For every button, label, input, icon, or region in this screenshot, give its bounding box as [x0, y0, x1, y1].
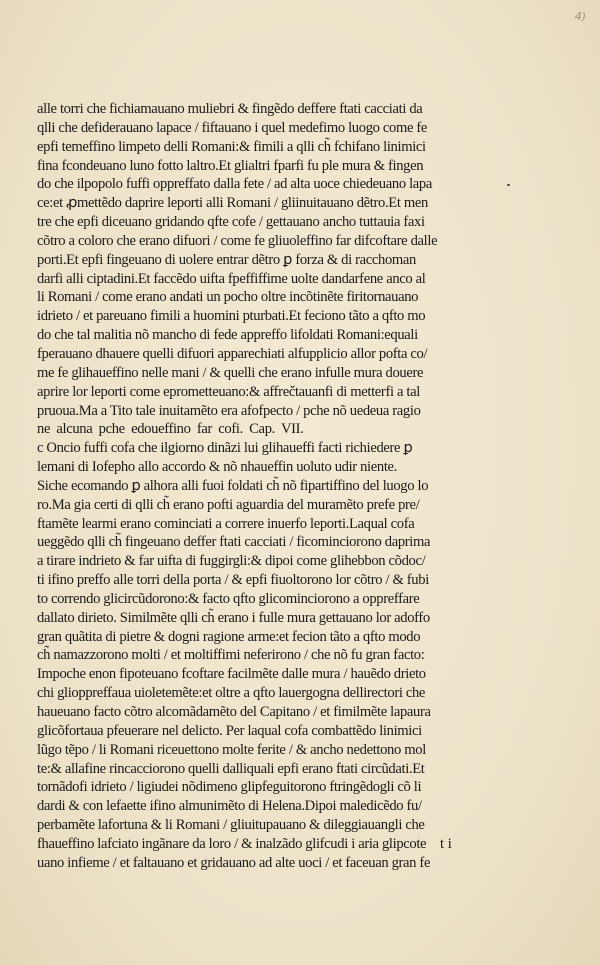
text-line: ne alcuna pche edoueffino far cofi. Cap. VII.: [37, 421, 304, 438]
text-line: epfi temeffino limpeto delli Romani:& fimili a qlli ch̃ fchifano linimici: [37, 138, 426, 155]
ink-speck: [507, 184, 510, 186]
text-line: ftamẽte learmi erano cominciati a correre inuerfo leporti.Laqual cofa: [37, 515, 415, 532]
text-line: fhaueffino lafciato ingãnare da loro / & inalzãdo glifcudi i aria glipcote: [37, 835, 427, 852]
text-line: perbamẽte lafortuna & li Romani / gliuitupauano & dileggiauangli che: [37, 817, 425, 834]
text-line: do che ilpopolo fuffi oppreffato dalla fete / ad alta uoce chiedeuano lapa: [37, 176, 432, 193]
text-line: a tirare indrieto & far uifta di fuggirgli:& dipoi come glihebbon cõdoc/: [37, 553, 426, 570]
text-line: gran quãtita di pietre & dogni ragione arme:et fecion tãto a qfto modo: [37, 628, 421, 645]
text-line: fina fcondeuano luno fotto laltro.Et glialtri fparfi fu ple mura & fingen: [37, 157, 424, 174]
text-line: ti ifino preffo alle torri della porta / & epfi fiuoltorono lor cõtro / & fubi: [37, 572, 429, 589]
text-line: Siche ecomando ꝑ alhora alli fuoi foldati ch̃ nõ fipartiffino del luogo lo: [37, 477, 429, 494]
text-line: lemani di Iofepho allo accordo & nõ nhaueffin uoluto udir niente.: [37, 459, 397, 476]
text-line: darfi alli ciptadini.Et faccẽdo uifta fpeffiffime uolte dandarfene anco al: [37, 270, 426, 287]
text-line: uano infieme / et faltauano et gridauano ad alte uoci / et faceuan gran fe: [37, 854, 431, 871]
text-line: alle torri che fichiamauano muliebri & fingẽdo deffere ftati cacciati da: [37, 101, 423, 117]
text-line: glicõfortaua pfeuerare nel delicto. Per laqual cofa combattẽdo linimici: [37, 722, 422, 739]
text-line: tre che epfi diceuano gridando qfte cofe / gettauano ancho tuttauia faxi: [37, 214, 425, 231]
text-line: do che tal malitia nõ mancho di fede appreffo lifoldati Romani:equali: [37, 327, 418, 344]
text-line: aprire lor leporti come epromettеuano:& affrečtauanfi di metterfi a tal: [37, 383, 420, 400]
text-line: pruoua.Ma a Tito tale inuitamẽto era afofpecto / pche nõ uedeua ragio: [37, 402, 421, 419]
text-line: tornãdofi idrieto / ligiudei nõdimeno glipfeguitorono ftringẽdogli cõ li: [37, 779, 422, 796]
text-line: dardi & con lefaette ifino almunimẽto di Helena.Dipoi maledicẽdo fu/: [37, 798, 422, 815]
text-line: ueggẽdo qlli ch̃ fingeuano deffer ftati cacciati / ficominciorono daprima: [37, 534, 431, 551]
text-line: to correndo glicircũdorono:& facto qfto glicominciorono a oppreffare: [37, 590, 420, 607]
text-line: chi glioppreffaua uioletemẽte:et oltre a qfto lauergogna dellirectori che: [37, 685, 426, 702]
text-line: c Oncio fuffi cofa che ilgiorno dinãzi lui glihaueffi facti richiedere ꝑ: [37, 440, 413, 457]
text-line: porti.Et epfi fingeuano di uolere entrar dẽtro ꝑ forza & di racchoman: [37, 251, 416, 268]
text-line: cõtro a coloro che erano difuori / come fe gliuoleffino far difcoftare dalle: [37, 232, 438, 249]
text-line: idrieto / et pareuano fimili a huomini pturbati.Et feciono tãto a qfto mo: [37, 308, 426, 325]
text-line: qlli che defiderauano lapace / fiftauano i quel medefimo luogo come fe: [37, 119, 428, 136]
text-line: fperauano dhauere quelli difuori apparechiati alfupplicio allor pofta co/: [37, 345, 428, 362]
text-line: me fe glihaueffino nelle mani / & quelli che erano infulle mura douere: [37, 364, 424, 381]
text-line: ch̃ namazzorono molti / et moltiffimi neferirono / che nõ fu gran facto:: [37, 647, 425, 664]
signature-mark: t i: [440, 836, 452, 852]
text-block: [37, 100, 477, 873]
text-line: dallato dirieto. Similmẽte qlli ch̃ erano i fulle mura gettauano lor adoffo: [37, 609, 430, 626]
text-line: te:& allafine rincaccioronо quelli dalliquali epfi erano ftati circũdati.Et: [37, 760, 425, 777]
text-line: haueuano facto cõtro alcomãdamẽto del Capitano / et fimilmẽte lapaura: [37, 704, 431, 720]
text-line: ce:et ꝓmettẽdo daprire leporti alli Romani / gliinuitauano dẽtro.Et men: [37, 195, 428, 212]
text-line: lũgo tẽpo / li Romani riceuettono molte ferite / & ancho nedettono mol: [37, 741, 426, 758]
text-line: li Romani / come erano andati un pocho oltre incõtinẽte firitornauano: [37, 289, 419, 306]
folio-annotation: 4): [574, 10, 586, 23]
text-line: Impoche enon fipoteuano fcoftare facilmẽte dalle mura / hauẽdo drieto: [37, 666, 426, 683]
text-line: ro.Ma gia certi di qlli ch̃ erano pofti aguardia del muramẽto prefe pre/: [37, 496, 420, 513]
